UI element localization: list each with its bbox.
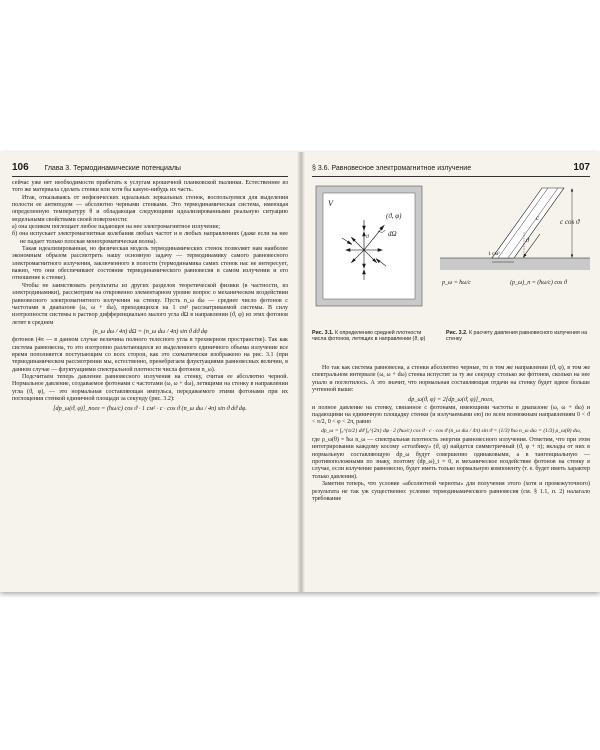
fig2-label-c: c — [536, 214, 540, 222]
figure-3-1-caption — [312, 330, 428, 343]
section-title: § 3.6. Равновесное электромагнитное излучение — [312, 165, 472, 172]
paragraph: Но так как система равновесна, а стенки абсолютно черные, то в том же направлении (ϑ, φ), в том же спектральном интервале (ω, ω + dω) стенка испустит за ту же секунду столько же фотонов, сколько на нее упало и поглотилось. А это значит, что нормальная составляющая отдачи на стенку будет вдвое больше учтенной выше: — [312, 365, 590, 394]
left-page — [0, 152, 298, 592]
right-running-head — [312, 162, 590, 174]
list-item: а) она целиком поглощает любое падающее на нее электромагнитное излучение; — [12, 224, 221, 231]
right-body-text — [312, 365, 590, 503]
list-item: б) она испускает электромагнитные колебания любых частот и в любых направлениях (даже если на нее не падает только плоская монохроматическая волна). — [12, 231, 288, 245]
cavity — [323, 193, 415, 299]
paragraph: сейчас уже нет необходимости прибегать к услугам крошечной планковской пылинки. Естественнее из того же материала сделать стенки или хотя бы какую-нибудь их часть. — [12, 180, 288, 194]
fig2-label-area: 1 см² — [488, 251, 500, 257]
fig1-label-theta: ϑ — [366, 234, 369, 240]
figure-3-1 — [312, 180, 430, 320]
fig2-number: Рис. 3.2. — [446, 330, 468, 336]
paragraph: и полное давление на стенку, связанное с фотонами, имеющими частоты в диапазоне (ω, ω + dω) и падающими на единичную площадку стенки (и излучаемыми ею) по всем возможным направлениям 0 < ϑ < π/2, 0 < φ < 2π, равно — [312, 404, 590, 426]
book-spread — [0, 152, 600, 592]
fig2-label-theta: ϑ — [526, 238, 529, 244]
chapter-title: Глава 3. Термодинамические потенциалы — [44, 165, 181, 172]
left-body-text — [12, 180, 288, 414]
paragraph: Заметим теперь, что условие «абсолютной черноты» для получения этого (хотя и промежуточного) результата не так уж существенно: условие термодинамического равновесия (см. § 1.1, п. 2) налагало требование — [312, 481, 590, 502]
header-rule — [12, 176, 288, 177]
dimension-arrow-bottom — [571, 255, 573, 259]
figures-area — [312, 180, 592, 364]
left-running-head — [12, 162, 288, 174]
paragraph: Чтобы не заимствовать результаты из других разделов теоретической физики (в частности, из электродинамики), рассмотрим на откровенно элементарном уровне вопрос о механическом воздействии равновесного электромагнитного излучения на стенку. Пусть n_ω dω — среднее число фотонов с частотами в диапазоне (ω, ω + dω), приходящихся на 1 см³ рассматриваемой системы. В силу изотропности системы в раствор дифференциально малого угла dΩ в направлении (ϑ, φ) из этих фотонов летит в среднем — [12, 282, 288, 326]
page-number: 106 — [12, 162, 29, 173]
fig2-label-ccos: c cos ϑ — [560, 218, 580, 226]
fig1-label-v: V — [328, 199, 333, 208]
paragraph: Такая идеализированная, но физическая модель термодинамических стенок позволяет нам наиболее экономным образом рассмотреть нашу основную задачу — термодинамику самого равновесного электромагнитного излучения, заключенного в полости (термодинамика самих стенок нас не интересует, важно, что они обеспечивают состояние термодинамического равновесия в самом излучении и его отношение к стенке). — [12, 246, 288, 282]
paragraph: где ρ_ω(θ) = ħω n_ω — спектральная плотность энергии равновесного излучения. Отметим, что при этом интегрировании каждому косому «столбику» (ϑ, φ) найдется симметричный (ϑ, φ + π); вклады от них в нормальную составляющую dp_ω будут совершенно одинаковыми, а в тангенциальную — противоположными по знаку, поэтому (dp_ω)_t = 0, и механическое воздействие фотонов на стенку в случае, если излучение равновесно, будет иметь только нормальную компоненту (т. е. будет иметь характер только давления). — [312, 437, 590, 480]
column-inner-line — [498, 188, 548, 258]
equation: [dp_ω(ϑ, φ)]_погл = (ħω/c) cos ϑ · 1 см² · c · cos ϑ (n_ω dω / 4π) sin ϑ dϑ dφ. — [53, 404, 247, 412]
figure-3-2-caption — [446, 330, 592, 343]
dimension-arrow-top — [571, 188, 573, 192]
right-page — [304, 152, 600, 592]
wall-block — [440, 258, 590, 270]
paragraph: Подсчитаем теперь давление равновесного излучения на стенку, считая ее абсолютно черной. Нормальное давление, создаваемое фотонами с частотами (ω, ω + dω), летящими на стенку в направлении угла (ϑ, φ), — это нормальная составляющая импульса, передаваемого этими фотонами при их поглощении стенкой единичной площади за секунду (рис. 3.2): — [12, 373, 288, 402]
fig1-label-domega: dΩ — [388, 230, 397, 238]
figure-3-2 — [436, 180, 592, 320]
fig2-label-momentum: p_ω = ħω/c — [442, 280, 471, 286]
page-number: 107 — [573, 162, 590, 173]
fig2-label-normal-momentum: (p_ω)_n = (ħω/c) cos ϑ — [510, 280, 567, 286]
fig2-caption-text: К расчету давления равновесного излучения на стенку — [446, 330, 588, 343]
photon-column — [492, 188, 564, 258]
paragraph: Итак, отказываясь от нефизических идеальных зеркальных стенок, воспользуемся для выделения полости ее антиподом — абсолютно черными стенками. Это термодинамическая система, имеющая определенную температуру θ и обладающая следующими идеализированными реальную ситуацию модельными свойствами своей поверхности: — [12, 194, 288, 223]
fig1-number: Рис. 3.1. — [312, 330, 334, 336]
column-inner-line — [508, 188, 558, 258]
fig1-caption-text: К определению средней плотности числа фотонов, летящих в направлении (ϑ, φ) — [312, 330, 426, 343]
equation: dp_ω = ∫₀^{π/2} dϑ ∫₀^{2π} dφ · 2 (ħω/c) cos ϑ · c · cos ϑ (n_ω dω / 4π) sin ϑ = (1/3) ħω n_ω dω = (1/3) ρ_ω(θ) dω, — [320, 428, 582, 435]
equation: dp_ω(ϑ, φ) = 2[dp_ω(ϑ, φ)]_погл, — [408, 395, 494, 403]
momentum-arrowhead — [523, 254, 527, 258]
fig1-label-direction: (ϑ, φ) — [386, 212, 402, 220]
header-rule — [312, 176, 590, 177]
equation: (n_ω dω / 4π) dΩ = (n_ω dω / 4π) sin ϑ dϑ dφ — [92, 328, 208, 336]
paragraph: фотонов (4π — в данном случае величина полного телесного угла в трехмерном пространстве). Так как система равновесна, то это изотропно разлетающееся из выделенного единичного объема излучение все время пополняется поступающим со всех сторон, как это схематически изображено на рис. 3.1 (при термодинамическом рассмотрении мы, естественно, пренебрегаем флуктуациями равновесных величин, в данном случае — флуктуациями спектральной плотности числа фотонов n_ω). — [12, 337, 288, 373]
